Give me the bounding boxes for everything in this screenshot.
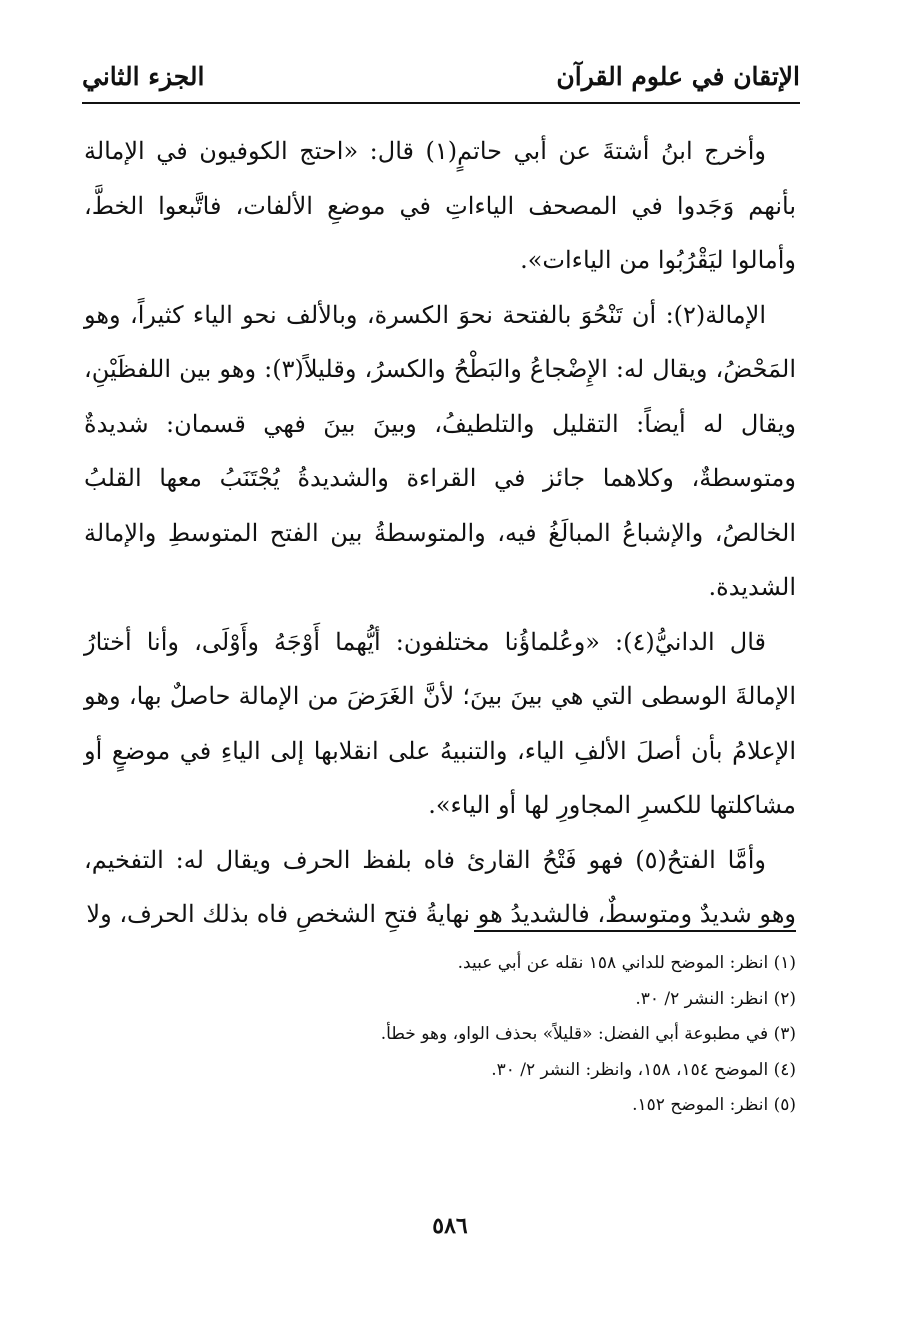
footnote: (٥) انظر: الموضح ١٥٢. (632, 1095, 796, 1115)
footnote: (٣) في مطبوعة أبي الفضل: «قليلاً» بحذف الواو، وهو خطأ. (380, 1024, 796, 1044)
paragraph: وأخرج ابنُ أشتةَ عن أبي حاتمٍ(١) قال: «احتج الكوفيون في الإمالة بأنهم وَجَدوا في المصحف الياءاتِ في موضعِ الألفات، فاتَّبعوا الخطَّ، وأمالوا ليَقْرُبُوا من الياءات». (84, 137, 796, 274)
running-header (82, 58, 800, 104)
footnote-separator (474, 930, 796, 932)
main-text (84, 124, 796, 942)
page-number: ٥٨٦ (432, 1213, 468, 1239)
volume-label: الجزء الثاني (82, 62, 205, 91)
paragraph: الإمالة(٢): أن تَنْحُوَ بالفتحة نحوَ الكسرة، وبالألف نحو الياء كثيراً، وهو المَحْضُ، ويقال له: الإِضْجاعُ والبَطْحُ والكسرُ، وقليلاً(٣): وهو بين اللفظَيْنِ، ويقال له أيضاً: التقليل والتلطيفُ، وبينَ بينَ فهي قسمان: شديدةٌ ومتوسطةٌ، وكلاهما جائز في القراءة والشديدةُ يُجْتَنَبُ معها القلبُ الخالصُ، والإشباعُ المبالَغُ فيه، والمتوسطةُ بين الفتح المتوسطِ والإمالة الشديدة. (84, 300, 796, 601)
book-title: الإتقان في علوم القرآن (556, 62, 800, 91)
paragraph: قال الدانيُّ(٤): «وعُلماؤُنا مختلفون: أيُّهما أَوْجَهُ وأَوْلَى، وأنا أختارُ الإمالةَ الوسطى التي هي بينَ بينَ؛ لأنَّ الغَرَضَ من الإمالة حاصلٌ بها، وهو الإعلامُ بأن أصلَ الألفِ الياء، والتنبيهُ على انقلابها إلى الياءِ في موضعٍ أو مشاكلتها للكسرِ المجاورِ لها أو الياء». (84, 627, 796, 819)
footnotes (300, 946, 796, 1124)
footnote: (٢) انظر: النشر ٢/ ٣٠. (635, 988, 796, 1009)
paragraph: وأمَّا الفتحُ(٥) فهو فَتْحُ القارئ فاه بلفظ الحرف ويقال له: التفخيم، وهو شديدٌ ومتوسطٌ، فالشديدُ هو نهايةُ فتحِ الشخصِ فاه بذلك الحرف، ولا (84, 845, 796, 928)
footnote: (١) انظر: الموضح للداني ١٥٨ نقله عن أبي عبيد. (457, 953, 796, 973)
footnote: (٤) الموضح ١٥٤، ١٥٨، وانظر: النشر ٢/ ٣٠. (491, 1059, 796, 1080)
